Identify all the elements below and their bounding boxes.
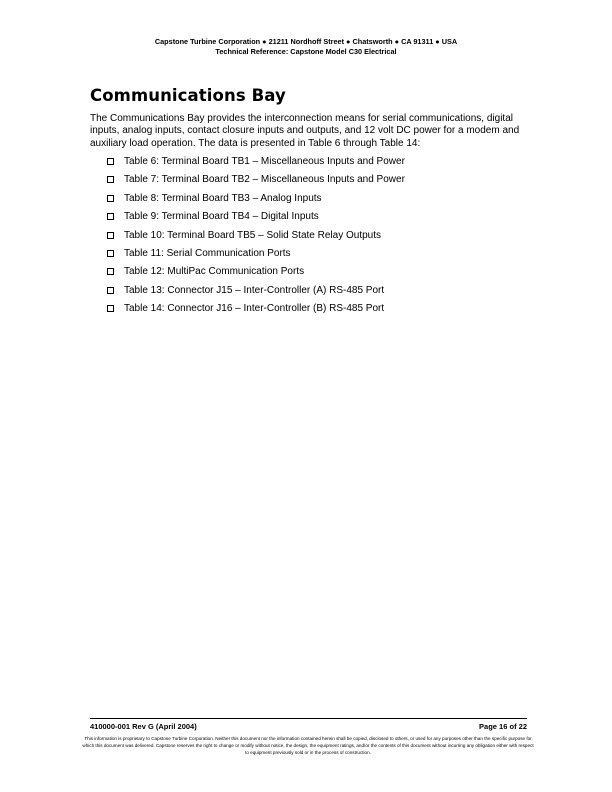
document-number: 410000-001 Rev G (April 2004) (90, 722, 197, 731)
page-number: Page 16 of 22 (479, 722, 527, 731)
list-item (107, 193, 527, 211)
header-reference-line: Technical Reference: Capstone Model C30 Electrical (215, 47, 397, 56)
proprietary-disclaimer: This information is proprietary to Capstone Turbine Corporation. Neither this document nor the information contained herein shall be copied, disclosed to others, or used for any purposes other than the specific purpose for which this document was delivered. Capstone reserves the right to change or modify without notice, the design, the equipment ratings, and/or the contents of this document without incurring any obligation either with respect to equipment previously sold or in the process of construction. (82, 736, 534, 755)
section-title: Communications Bay (90, 86, 286, 105)
checkbox-bullet-icon (107, 158, 114, 165)
list-item (107, 174, 527, 192)
list-item-text: Table 7: Terminal Board TB2 – Miscellaneous Inputs and Power (124, 174, 405, 186)
list-item (107, 248, 527, 266)
checkbox-bullet-icon (107, 176, 114, 183)
list-item (107, 156, 527, 174)
checkbox-bullet-icon (107, 268, 114, 275)
footer-divider (90, 718, 527, 719)
list-item (107, 285, 527, 303)
list-item-text: Table 9: Terminal Board TB4 – Digital Inputs (124, 211, 319, 223)
list-item-text: Table 6: Terminal Board TB1 – Miscellaneous Inputs and Power (124, 156, 405, 167)
list-item-text: Table 13: Connector J15 – Inter-Controller (A) RS-485 Port (124, 284, 385, 296)
list-item (107, 266, 527, 284)
list-item (107, 230, 527, 248)
list-item-text: Table 10: Terminal Board TB5 – Solid State Relay Outputs (124, 229, 381, 241)
page-footer (90, 722, 527, 732)
checkbox-bullet-icon (107, 232, 114, 239)
checkbox-bullet-icon (107, 250, 114, 257)
page-header (0, 37, 612, 57)
table-list (107, 156, 527, 322)
checkbox-bullet-icon (107, 213, 114, 220)
intro-paragraph: The Communications Bay provides the interconnection means for serial communications, digital inputs, analog inputs, contact closure inputs and outputs, and 12 volt DC power for a modem and auxiliary load operation. The data is presented in Table 6 through Table 14: (90, 113, 520, 149)
header-company-line: Capstone Turbine Corporation ● 21211 Nordhoff Street ● Chatsworth ● CA 91311 ● USA (154, 37, 458, 46)
checkbox-bullet-icon (107, 305, 114, 312)
list-item (107, 303, 527, 321)
list-item-text: Table 11: Serial Communication Ports (124, 247, 291, 259)
list-item-text: Table 14: Connector J16 – Inter-Controller (B) RS-485 Port (124, 303, 385, 315)
list-item-text: Table 8: Terminal Board TB3 – Analog Inputs (124, 192, 322, 204)
list-item-text: Table 12: MultiPac Communication Ports (124, 266, 305, 278)
checkbox-bullet-icon (107, 195, 114, 202)
checkbox-bullet-icon (107, 287, 114, 294)
list-item (107, 211, 527, 229)
